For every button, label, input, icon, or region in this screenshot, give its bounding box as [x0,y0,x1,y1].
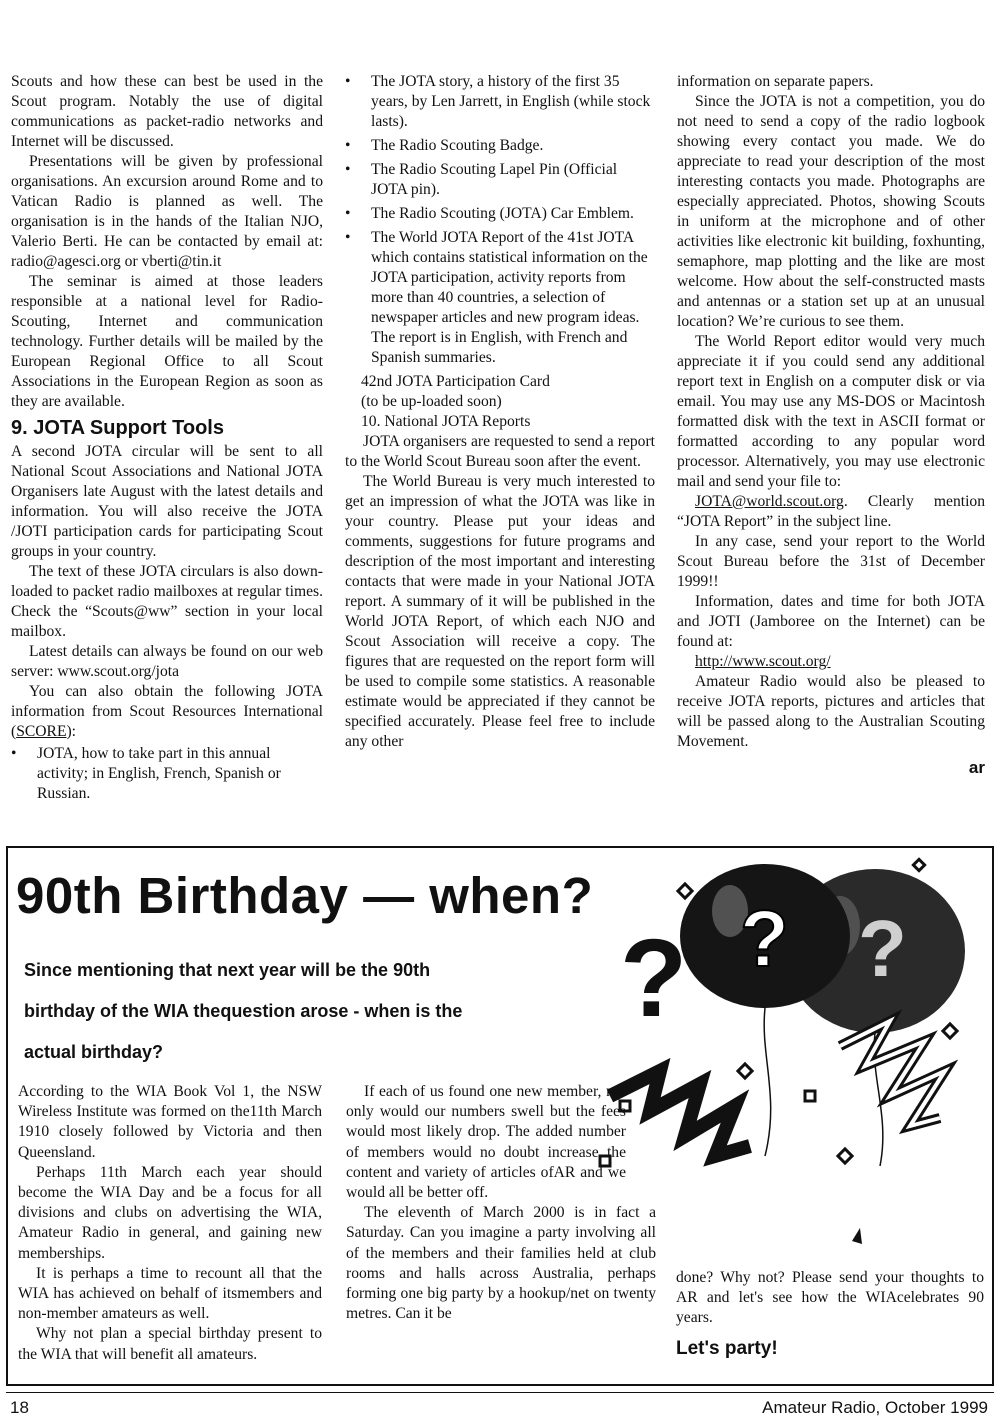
paragraph-text: . Clearly mention “JOTA Report” in the subject line. [677,493,985,530]
paragraph: JOTA organisers are requested to send a report to the World Scout Bureau soon after the event. [345,433,655,470]
paragraph: Scouts and how these can best be used in the Scout program. Notably the use of digital communications as packet-radio networks and Internet will be discussed. [11,73,323,150]
magazine-issue: Amateur Radio, October 1999 [762,1398,988,1417]
paragraph: Why not plan a special birthday present to the WIA that will benefit all amateurs. [18,1325,322,1363]
text-line: 42nd JOTA Participation Card [361,373,550,390]
paragraph [677,652,985,672]
paragraph: Latest details can always be found on our web server: www.scout.org/jota [11,643,323,680]
paragraph: If each of us found one new member, not only would our numbers swell but the fees would most likely drop. The added number of members would no doubt increase the content and variety of articles ofAR and we would all be better off. [346,1083,626,1202]
paragraph: In any case, send your report to the World Scout Bureau before the 31st of December 1999!! [677,533,985,590]
paragraph [11,682,323,742]
paragraph: Amateur Radio would also be pleased to receive JOTA reports, pictures and articles that will be passed along to the Australian Scouting Movement. [677,673,985,750]
page-number: 18 [10,1398,29,1417]
score-link[interactable]: SCORE [16,723,67,740]
text-line: 10. National JOTA Reports [361,413,531,430]
birthday-subtitle-line: birthday of the WIA thequestion arose - when is the [24,1001,463,1021]
text-line: (to be up-loaded soon) [361,393,502,410]
call-to-action: Let's party! [676,1337,778,1359]
paragraph-text: ): [66,723,76,740]
birthday-title: 90th Birthday — when? [16,867,594,924]
question-mark-icon: ? [620,917,688,1040]
section-heading: 9. JOTA Support Tools [11,417,224,439]
left-column [11,72,323,808]
paragraph: Information, dates and time for both JOTA and JOTI (Jamboree on the Internet) can be found at: [677,593,985,650]
birthday-column-3 [676,1268,984,1359]
paragraph: done? Why not? Please send your thoughts to AR and let's see how the WIAcelebrates 90 years. [676,1269,984,1327]
url-link[interactable]: http://www.scout.org/ [695,653,831,670]
paragraph: information on separate papers. [677,73,874,90]
paragraph: The World Bureau is very much interested to get an impression of what the JOTA was like in your country. Please put your ideas and comments, suggestions for future programs and description of the most important and interesting contacts that were made in your National JOTA report. A summary of it will be published in the World JOTA Report, of which each NJO and Scout Association will receive a copy. The figures that are requested on the report form will be used to compile some statistics. A reasonable estimate would be appreciated if they cannot be specified accurately. Please feel free to include any other [345,473,655,750]
paragraph: The eleventh of March 2000 is in fact a Saturday. Can you imagine a party involving all of the members and their families held at club rooms and halls across Australia, perhaps forming one big party by a hookup/net on twenty metres. Can it be [346,1204,656,1323]
paragraph: The text of these JOTA circulars is also down-loaded to packet radio mailboxes at regular times. Check the “Scouts@ww” section in your local mailbox. [11,563,323,640]
list-item: • The World JOTA Report of the 41st JOTA which contains statistical information on the JOTA participation, activity reports from more than 40 countries, a selection of newspaper articles and new program ideas. The report is in English, with French and Spanish summaries. [345,228,655,368]
confetti-icon [913,859,924,870]
paragraph: According to the WIA Book Vol 1, the NSW Wireless Institute was formed on the11th March 1910 closely followed by Victoria and then Queensland. [18,1083,322,1161]
paragraph: It is perhaps a time to recount all that the WIA has achieved on behalf of itsmembers and non-member amateurs as well. [18,1264,322,1323]
paragraph [677,492,985,532]
confetti-icon [852,1228,862,1244]
paragraph: Since the JOTA is not a competition, you do not need to send a copy of the radio logbook showing every contact you made. We do appreciate to read your description of the most interesting contacts you made. Photographs are especially appreciated. Photos, showing Scouts in uniform at the microphone and of other activities like electronic kit building, foxhunting, semaphore, map plotting and the like are most welcome. How about the self-constructed masts and antennas or a station set up at an unusual location? We’re curious to see them. [677,93,985,330]
confetti-icon [943,1024,957,1038]
paragraph: The World Report editor would very much appreciate it if you could send any additional report text in English on a computer disk or via email. You may use any MS-DOS or Macintosh formatted disk with the text in ASCII format or formatted according to any popular word processor. Alternatively, you may use electronic mail and send your file to: [677,333,985,490]
paragraph: Perhaps 11th March each year should become the WIA Day and be a focus for all divisions and clubs on advertising the WIA, Amateur Radio in general, and gaining new memberships. [18,1163,322,1262]
paragraph: A second JOTA circular will be sent to all National Scout Associations and National JOTA Organisers late August with the latest details and information. You will also receive the JOTA /JOTI participation cards for participating Scout groups in your country. [11,443,323,560]
list-item: • The Radio Scouting Badge. [345,136,655,156]
list-item: • The JOTA story, a history of the first 35 years, by Len Jarrett, in English (while stock lasts). [345,72,655,132]
confetti-icon [678,884,692,898]
right-column [677,72,985,778]
confetti-icon [805,1091,815,1101]
birthday-subtitle-line: Since mentioning that next year will be the 90th [24,960,431,980]
birthday-column-1 [18,1082,322,1365]
footer-rule [6,1392,994,1393]
list-item: • The Radio Scouting (JOTA) Car Emblem. [345,204,655,224]
list-item: • The Radio Scouting Lapel Pin (Official JOTA pin). [345,160,655,200]
paragraph: Presentations will be given by professional organisations. An excursion around Rome and to Vatican Radio is planned as well. The organisation is in the hands of the Italian NJO, Valerio Berti. He can be contacted by email at: radio@agesci.org or vberti@tin.it [11,153,323,270]
birthday-column-2 [346,1082,656,1324]
paragraph-text: You can also obtain the following JOTA information from Scout Resources International ( [11,683,323,740]
confetti-icon [838,1149,852,1163]
birthday-subtitle-line: actual birthday? [24,1042,164,1062]
confetti-icon [738,1064,752,1078]
paragraph: The seminar is aimed at those leaders responsible at a national level for Radio-Scouting, Internet and communication technology. Further details will be mailed by the European Regional Office to all Scout Associations in the European Region as soon as they are available. [11,273,323,410]
middle-column [345,72,655,752]
question-mark-icon: ? [858,904,907,993]
question-mark-icon: ? [740,894,789,983]
email-link[interactable]: JOTA@world.scout.org [695,493,844,510]
signoff: ar [968,758,985,777]
list-item: • JOTA, how to take part in this annual activity; in English, French, Spanish or Russian. [11,744,323,804]
